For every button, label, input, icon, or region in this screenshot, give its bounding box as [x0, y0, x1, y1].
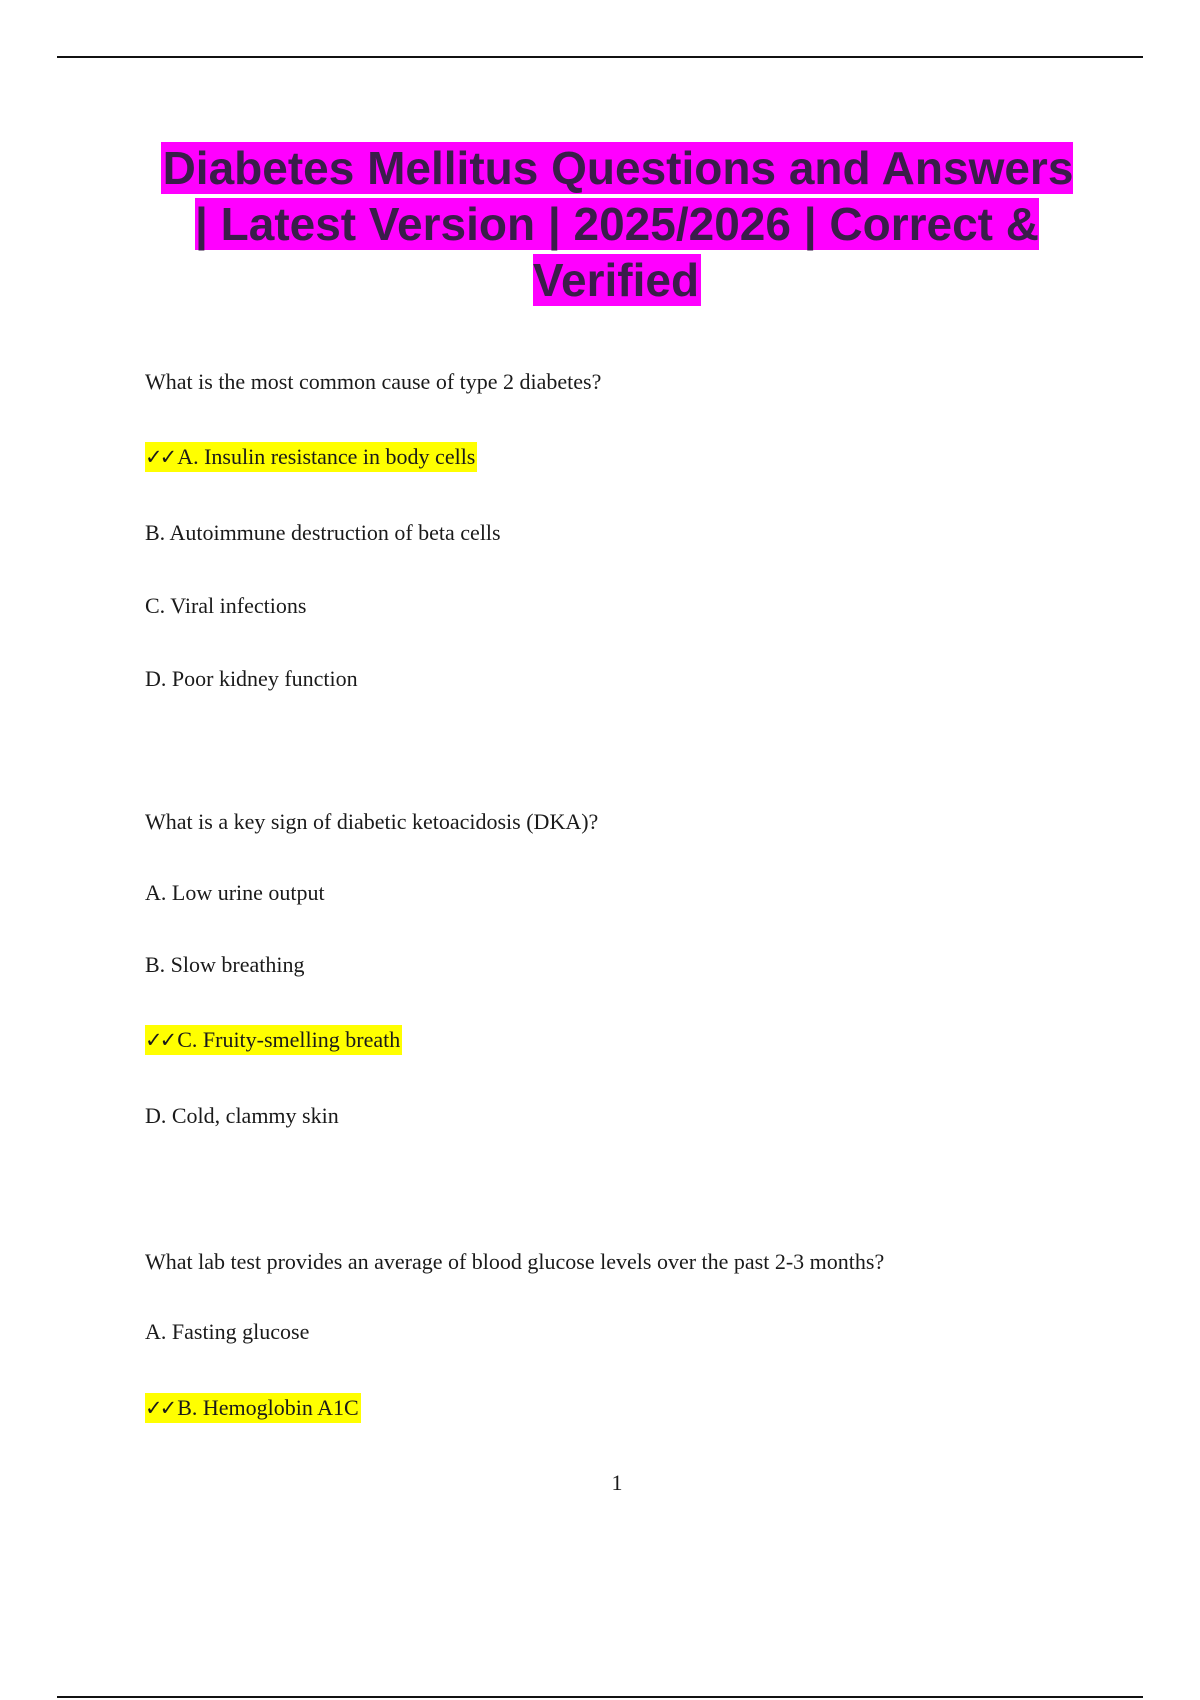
answer-3a: A. Fasting glucose — [145, 1319, 310, 1344]
double-check-icon: ✓✓ — [145, 1396, 175, 1420]
highlighted-answer: ✓✓ B. Hemoglobin A1C — [145, 1393, 361, 1423]
answer-2c-correct — [145, 1025, 402, 1055]
page-number: 1 — [611, 1470, 623, 1495]
top-rule — [57, 56, 1143, 58]
question-2: What is a key sign of diabetic ketoacidosis (DKA)? — [145, 809, 599, 834]
bottom-rule — [57, 1696, 1143, 1698]
answer-1c: C. Viral infections — [145, 593, 307, 618]
question-1: What is the most common cause of type 2 diabetes? — [145, 369, 602, 394]
answer-2a: A. Low urine output — [145, 880, 325, 905]
answer-1d: D. Poor kidney function — [145, 666, 358, 691]
answer-1a-correct — [145, 442, 477, 472]
answer-2d: D. Cold, clammy skin — [145, 1103, 339, 1128]
document-title: Diabetes Mellitus Questions and Answers | Latest Version | 2025/2026 | Correct & Verified — [162, 142, 1074, 306]
answer-1b: B. Autoimmune destruction of beta cells — [145, 520, 501, 545]
highlighted-answer: ✓✓ A. Insulin resistance in body cells — [145, 442, 477, 472]
highlighted-answer: ✓✓ C. Fruity-smelling breath — [145, 1025, 402, 1055]
answer-2b: B. Slow breathing — [145, 952, 305, 977]
answer-3b-correct — [145, 1393, 361, 1423]
double-check-icon: ✓✓ — [145, 445, 175, 469]
question-3: What lab test provides an average of blood glucose levels over the past 2-3 months? — [145, 1249, 885, 1274]
title-block — [150, 140, 1084, 308]
double-check-icon: ✓✓ — [145, 1028, 175, 1052]
